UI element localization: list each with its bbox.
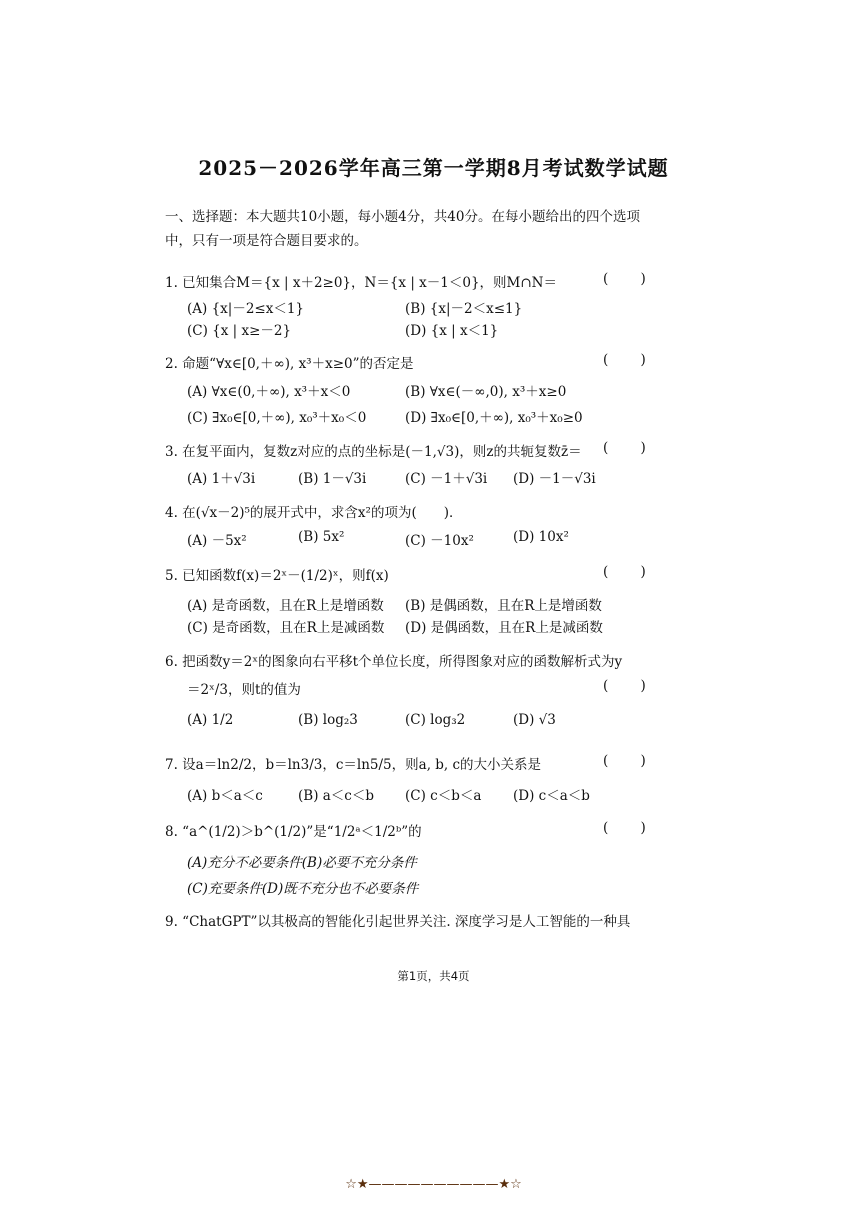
question-8-stem: 8. “a^(1/2)＞b^(1/2)”是“1/2ᵃ＜1/2ᵇ”的 xyxy=(165,824,422,840)
question-8-answer-paren: ( ) xyxy=(603,820,660,836)
question-5-answer-paren: ( ) xyxy=(603,564,660,580)
question-7-answer-paren: ( ) xyxy=(603,753,660,769)
question-4-option-b: (B) 5x² xyxy=(298,529,345,545)
section-intro-line2: 中，只有一项是符合题目要求的。 xyxy=(165,233,368,249)
question-8-option-cd: (C)充要条件(D)既不充分也不必要条件 xyxy=(187,881,419,897)
question-2-answer-paren: ( ) xyxy=(603,352,660,368)
question-6-option-c: (C) log₃2 xyxy=(405,712,466,728)
question-5-option-c: (C) 是奇函数，且在R上是减函数 xyxy=(187,620,385,636)
question-5-option-b: (B) 是偶函数，且在R上是增函数 xyxy=(405,598,602,614)
question-7-option-b: (B) a＜c＜b xyxy=(298,788,374,804)
question-3-answer-paren: ( ) xyxy=(603,440,660,456)
question-3-option-c: (C) －1＋√3i xyxy=(405,471,488,487)
page-footer: 第1页，共4页 xyxy=(397,969,470,983)
question-2-stem: 2. 命题“∀x∈[0,＋∞), x³＋x≥0”的否定是 xyxy=(165,356,414,372)
question-6-stem: 6. 把函数y＝2ˣ的图象向右平移t个单位长度，所得图象对应的函数解析式为y xyxy=(165,654,623,670)
exam-title: 2025－2026学年高三第一学期8月考试数学试题 xyxy=(198,156,669,180)
question-1-option-c: (C) {x | x≥－2} xyxy=(187,323,292,339)
question-3-stem: 3. 在复平面内，复数z对应的点的坐标是(－1,√3)，则z的共轭复数z̄＝ xyxy=(165,444,582,460)
question-3-option-a: (A) 1＋√3i xyxy=(187,471,256,487)
question-3-option-d: (D) －1－√3i xyxy=(513,471,596,487)
question-6-answer-paren: ( ) xyxy=(603,678,660,694)
question-1-stem: 1. 已知集合M＝{x | x＋2≥0}，N＝{x | x－1＜0}，则M∩N＝ xyxy=(165,275,557,291)
question-4-option-a: (A) －5x² xyxy=(187,533,247,549)
question-7-option-d: (D) c＜a＜b xyxy=(513,788,590,804)
question-5-option-d: (D) 是偶函数，且在R上是减函数 xyxy=(405,620,603,636)
question-4-option-d: (D) 10x² xyxy=(513,529,569,545)
question-8-option-ab: (A)充分不必要条件(B)必要不充分条件 xyxy=(187,855,417,871)
question-6-option-a: (A) 1/2 xyxy=(187,712,234,728)
question-4-option-c: (C) －10x² xyxy=(405,533,474,549)
question-5-stem: 5. 已知函数f(x)＝2ˣ－(1/2)ˣ，则f(x) xyxy=(165,568,389,584)
bottom-decoration: ☆★——————————★☆ xyxy=(345,1177,522,1192)
question-7-stem: 7. 设a＝ln2/2，b＝ln3/3，c＝ln5/5，则a, b, c的大小关系是 xyxy=(165,757,542,773)
question-1-option-b: (B) {x|－2＜x≤1} xyxy=(405,301,523,317)
question-7-option-a: (A) b＜a＜c xyxy=(187,788,263,804)
question-6-stem-continued: ＝2ˣ/3，则t的值为 xyxy=(187,682,301,698)
question-6-option-b: (B) log₂3 xyxy=(298,712,358,728)
question-3-option-b: (B) 1－√3i xyxy=(298,471,367,487)
question-2-option-b: (B) ∀x∈(－∞,0), x³＋x≥0 xyxy=(405,384,567,400)
question-6-option-d: (D) √3 xyxy=(513,712,556,728)
question-2-option-c: (C) ∃x₀∈[0,＋∞), x₀³＋x₀＜0 xyxy=(187,410,367,426)
question-1-answer-paren: ( ) xyxy=(603,271,660,287)
question-9-stem: 9. “ChatGPT”以其极高的智能化引起世界关注. 深度学习是人工智能的一种具 xyxy=(165,914,631,930)
question-2-option-a: (A) ∀x∈(0,＋∞), x³＋x＜0 xyxy=(187,384,351,400)
question-7-option-c: (C) c＜b＜a xyxy=(405,788,482,804)
question-1-option-d: (D) {x | x＜1} xyxy=(405,323,499,339)
section-intro-line1: 一、选择题：本大题共10小题，每小题4分，共40分。在每小题给出的四个选项 xyxy=(165,209,640,225)
question-5-option-a: (A) 是奇函数，且在R上是增函数 xyxy=(187,598,384,614)
question-4-stem: 4. 在(√x－2)⁵的展开式中，求含x²的项为( )． xyxy=(165,505,463,521)
question-2-option-d: (D) ∃x₀∈[0,＋∞), x₀³＋x₀≥0 xyxy=(405,410,583,426)
question-1-option-a: (A) {x|－2≤x＜1} xyxy=(187,301,305,317)
